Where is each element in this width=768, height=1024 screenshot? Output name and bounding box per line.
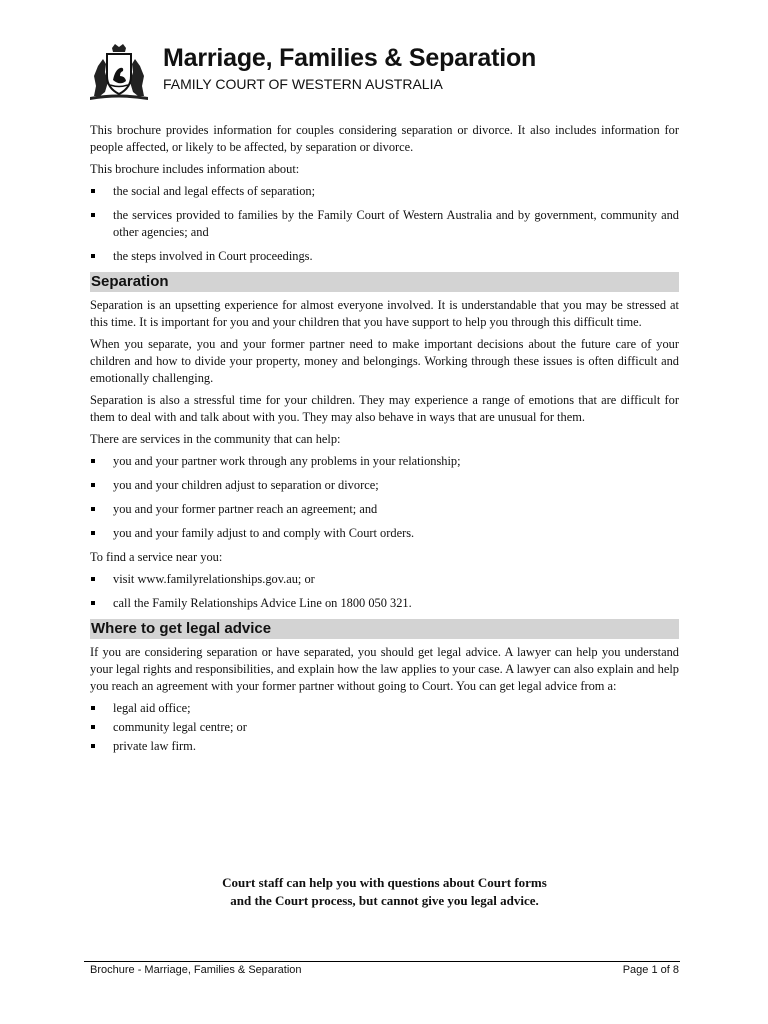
page-title: Marriage, Families & Separation	[163, 44, 537, 72]
list-item: private law firm.	[90, 738, 679, 755]
intro-list	[90, 183, 679, 265]
separation-paragraph: Separation is an upsetting experience for almost everyone involved. It is understandable that you may be stressed at this time. It is important for you and your children that you have support to help you through this difficult time.	[90, 298, 679, 329]
footer-divider	[84, 961, 680, 962]
separation-paragraph: When you separate, you and your former partner need to make important decisions about the future care of your children and how to divide your property, money and belongings. Working through these issues is often difficult and emotionally challenging.	[90, 337, 679, 385]
callout-line: Court staff can help you with questions about Court forms	[222, 875, 547, 890]
staff-help-callout	[90, 874, 679, 910]
page-footer	[90, 964, 679, 978]
legal-advice-list	[90, 700, 679, 755]
find-service-lead: To find a service near you:	[90, 550, 223, 564]
list-item: you and your children adjust to separation or divorce;	[90, 477, 679, 494]
legal-advice-paragraph: If you are considering separation or have separated, you should get legal advice. A lawyer can help you understand your legal rights and responsibilities, and explain how the law applies to your case. A lawyer can also explain and help you reach an agreement with your former partner without going to Court. You can get legal advice from a:	[90, 645, 679, 693]
find-service-list	[90, 571, 679, 612]
page-subtitle: FAMILY COURT OF WESTERN AUSTRALIA	[163, 76, 443, 92]
list-item: you and your partner work through any problems in your relationship;	[90, 453, 679, 470]
coat-of-arms-icon	[84, 42, 154, 102]
services-list	[90, 453, 679, 542]
footer-document-title: Brochure - Marriage, Families & Separation	[90, 964, 302, 976]
list-item: you and your former partner reach an agreement; and	[90, 501, 679, 518]
services-list-lead: There are services in the community that can help:	[90, 432, 341, 446]
list-item: you and your family adjust to and comply with Court orders.	[90, 525, 679, 542]
page-header	[84, 40, 684, 102]
section-heading-legal-advice: Where to get legal advice	[90, 619, 679, 639]
list-item: visit www.familyrelationships.gov.au; or	[90, 571, 679, 588]
list-item: the social and legal effects of separation;	[90, 183, 679, 200]
callout-line: and the Court process, but cannot give you legal advice.	[230, 893, 539, 908]
list-item: community legal centre; or	[90, 719, 679, 736]
intro-list-lead: This brochure includes information about:	[90, 162, 300, 176]
list-item: legal aid office;	[90, 700, 679, 717]
list-item: call the Family Relationships Advice Line on 1800 050 321.	[90, 595, 679, 612]
separation-paragraph: Separation is also a stressful time for your children. They may experience a range of emotions that are difficult for them to deal with and talk about with you. They may also behave in ways that are unusual for them.	[90, 393, 679, 424]
document-body	[90, 122, 679, 757]
section-heading-separation: Separation	[90, 272, 679, 292]
footer-page-number: Page 1 of 8	[622, 964, 679, 976]
list-item: the steps involved in Court proceedings.	[90, 248, 679, 265]
intro-paragraph: This brochure provides information for couples considering separation or divorce. It also includes information for people affected, or likely to be affected, by separation or divorce.	[90, 123, 679, 154]
list-item: the services provided to families by the Family Court of Western Australia and by government, community and other agencies; and	[90, 207, 679, 241]
